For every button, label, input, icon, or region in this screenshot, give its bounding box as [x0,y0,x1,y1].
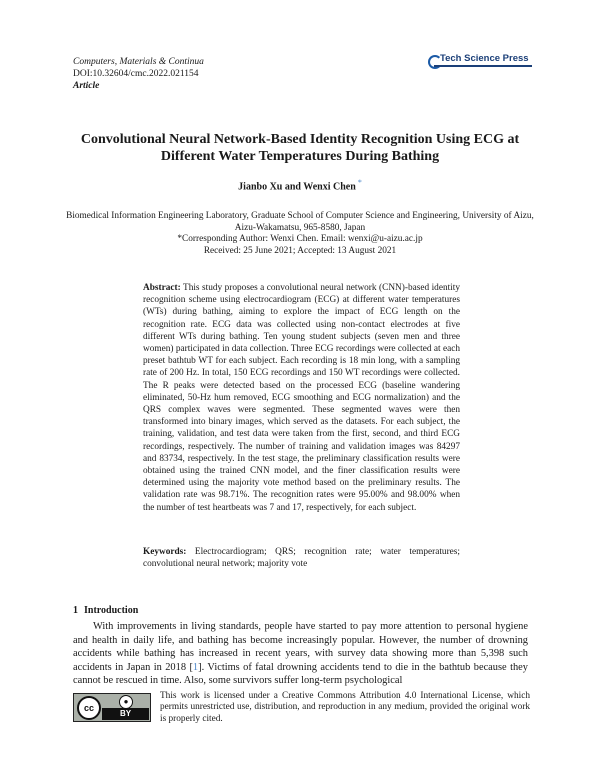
affiliation: Biomedical Information Engineering Laboratory, Graduate School of Computer Science and Engineering, University of Aizu, Aizu-Wakamatsu, 965-8580, Japan [66,211,534,233]
intro-paragraph [73,620,528,688]
publisher-underline [434,65,532,67]
section-number: 1 [73,605,78,616]
abstract-label: Abstract: [143,283,181,293]
abstract-text: This study proposes a convolutional neural network (CNN)-based identity recognition scheme using electrocardiogram (ECG) at different water temperatures (WTs) during bathing, aiming to explore the impact of ECG length on the recognition rate. ECG data was collected using non-contact electrodes at five different WTs during bathing. Ten young student subjects (seven men and three women) participated in data collection. Three ECG recordings were collected at each preset bathtub WT for each subject. Each recording is 18 min long, with a sampling rate of 200 Hz. In total, 150 ECG recordings and 150 WT recordings were collected. The R peaks were detected based on the processed ECG (baseline wandering eliminated, 50-Hz hum removed, ECG smoothing and ECG normalization) and the QRS complex waves were segmented. These segmented waves were then transformed into binary images, which served as the datasets. For each subject, the training, validation, and test data were taken from the first, second, and third ECG recordings, respectively. The number of training and validation images was 84297 and 83734, respectively. In the test stage, the preliminary classification results were obtained using the trained CNN model, and the finer classification results were determined using the majority vote method based on the preliminary results. The validation rate was 98.71%. The recognition rates were 95.00% and 98.00% when the number of test heartbeats was 7 and 17, respectively, for each subject. [143,283,460,513]
keywords-text: Electrocardiogram; QRS; recognition rate; water temperatures; convolutional neural network; majority vote [143,547,460,570]
keywords [143,546,460,570]
section-heading [73,604,144,617]
article-type: Article [73,81,100,91]
citation-link[interactable]: 1 [192,661,199,673]
corresponding-author-mark[interactable]: * [357,178,362,187]
publisher-logo [428,52,534,68]
received-accepted-dates: Received: 25 June 2021; Accepted: 13 August 2021 [203,245,397,256]
author-names: Jianbo Xu and Wenxi Chen [238,181,356,193]
creative-commons-icon: cc [77,696,101,720]
keywords-label: Keywords: [143,547,187,557]
intro-text-1: With improvements in living standards, people have started to pay more attention to personal hygiene and health in daily life, and bathing has become increasingly popular. However, the number of drowning accidents while bathing has increased in recent years, with survey data showing more than 5,398 such accidents in Japan in 2018 [ [73,621,528,673]
badge-by-label: BY [119,709,132,718]
cc-by-badge[interactable] [73,693,151,722]
corresponding-author: *Corresponding Author: Wenxi Chen. Email: wenxi@u-aizu.ac.jp [177,234,423,244]
license-text: This work is licensed under a Creative Commons Attribution 4.0 International License, which permits unrestricted use, distribution, and reproduction in any medium, provided the original work is properly cited. [160,691,530,724]
journal-name: Computers, Materials & Continua [73,57,204,67]
doi[interactable]: DOI:10.32604/cmc.2022.021154 [73,69,199,79]
paper-title: Convolutional Neural Network-Based Identity Recognition Using ECG at Different Water Temperatures During Bathing [80,132,520,164]
attribution-person-icon: ● [119,695,133,709]
abstract [143,282,460,514]
intro-text-2: ]. Victims of fatal drowning accidents tend to die in the bathtub because they cannot be rescued in time. Also, some survivors suffer long-term psychological [73,661,528,687]
section-title: Introduction [84,605,139,616]
publisher-name: Tech Science Press [440,53,529,64]
authors [70,176,530,193]
affiliation-block [66,211,534,257]
